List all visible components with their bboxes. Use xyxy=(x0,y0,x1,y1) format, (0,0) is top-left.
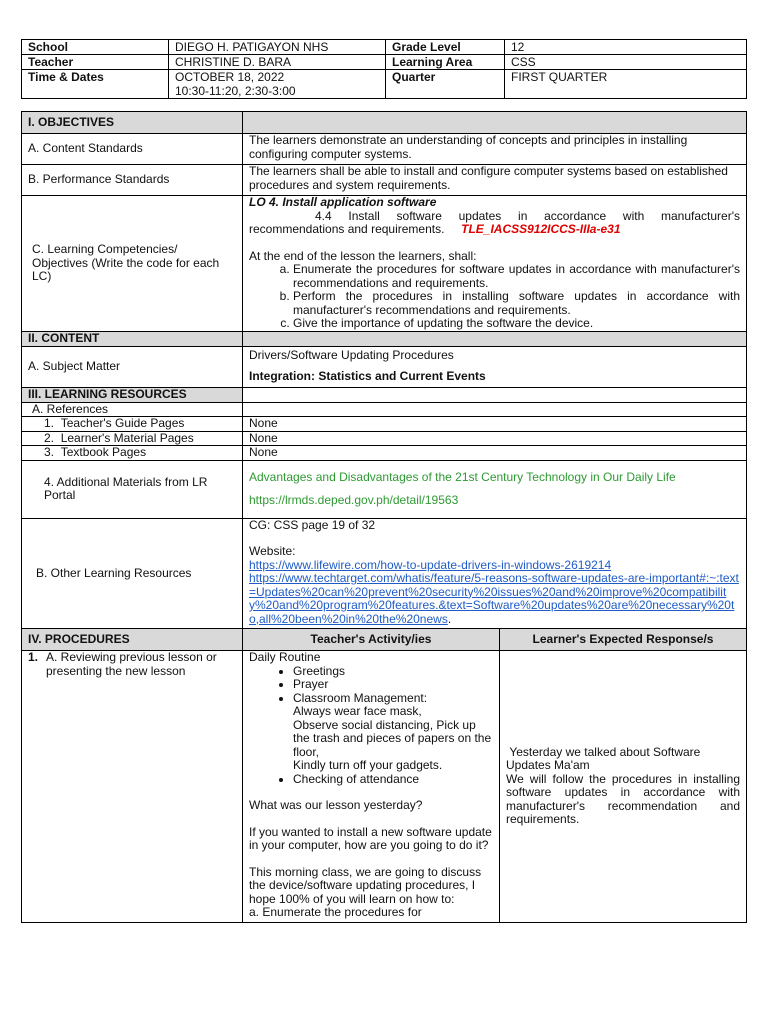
performance-standards-text: The learners shall be able to install and configure computer systems based on established procedures and system requirements. xyxy=(243,165,747,196)
list-item: • Greetings xyxy=(293,665,493,679)
lo-description: 4.4 Install software updates in accordance with manufacturer's recommendations and requirements. xyxy=(249,208,740,236)
question-2: If you wanted to install a new software update in your computer, how are you going to do it? xyxy=(249,824,492,852)
ref-value-3: None xyxy=(243,446,747,461)
teacher-value: CHRISTINE D. BARA xyxy=(169,55,386,70)
question-3: This morning class, we are going to discuss the device/software updating procedures, I hope 100% of you will learn on how to: xyxy=(249,864,482,906)
link-lifewire[interactable]: https://www.lifewire.com/how-to-update-drivers-in-windows-2619214 xyxy=(249,557,612,572)
school-label: School xyxy=(22,40,169,55)
learning-competencies-cell xyxy=(243,196,747,332)
lo-title: LO 4. Install application software xyxy=(249,195,437,209)
additional-materials-cell xyxy=(243,460,747,518)
quarter-value: FIRST QUARTER xyxy=(505,70,747,99)
learning-competencies-label: C. Learning Competencies/ Objectives (Write the code for each LC) xyxy=(22,196,243,332)
list-item: • Checking of attendance xyxy=(293,773,493,787)
subject-matter-cell xyxy=(243,346,747,387)
procedures-heading: IV. PROCEDURES xyxy=(22,629,243,651)
teacher-activity-cell xyxy=(243,651,500,923)
routine-list xyxy=(249,665,493,787)
other-resources-cell: CG: CSS page 19 of 32 Website: https://www.lifewire.com/how-to-update-drivers-in-windows-2619214 https://www.techtarget.com/whatis/feature/5-reasons-software-updates-are-important#:~:text=Updates%20can%20prevent%20security%20issues%20and%20improve%20compatibility%20and%20program%20features.&text=Software%20updates%20are%20necessary%20to,all%20been%20in%20the%20news. xyxy=(243,518,747,629)
grade-label: Grade Level xyxy=(386,40,505,55)
question-3a: a. Enumerate the procedures for xyxy=(249,905,422,919)
content-heading: II. CONTENT xyxy=(22,331,243,346)
quarter-label: Quarter xyxy=(386,70,505,99)
list-item: c. Give the importance of updating the software the device. xyxy=(293,317,740,331)
step-label: A. Reviewing previous lesson or presenting the new lesson xyxy=(46,650,217,678)
ref-label-2: 2. Learner's Material Pages xyxy=(22,431,243,446)
additional-title: Advantages and Disadvantages of the 21st Century Technology in Our Daily Life xyxy=(249,470,676,484)
date-text: OCTOBER 18, 2022 xyxy=(175,70,285,84)
list-item: • Prayer xyxy=(293,678,493,692)
ref-label-1: 1. Teacher's Guide Pages xyxy=(22,417,243,432)
response-1: Yesterday we talked about Software Updates Ma'am xyxy=(506,744,704,773)
content-standards-label: A. Content Standards xyxy=(22,134,243,165)
other-resources-label: B. Other Learning Resources xyxy=(22,518,243,629)
time-text: 10:30-11:20, 2:30-3:00 xyxy=(175,84,296,98)
list-item: • Classroom Management: Always wear face mask, Observe social distancing, Pick up the trash and pieces of papers on the floor, Kindly turn off your gadgets. xyxy=(293,692,493,773)
daily-routine: Daily Routine xyxy=(249,650,321,664)
additional-url[interactable]: https://lrmds.deped.gov.ph/detail/19563 xyxy=(249,492,459,507)
resources-heading: III. LEARNING RESOURCES xyxy=(22,387,243,402)
integration-text: Integration: Statistics and Current Events xyxy=(249,369,486,383)
website-label: Website: xyxy=(249,544,296,558)
response-2: We will follow the procedures in installing software updates in accordance with manufacturer's recommendation and requirements. xyxy=(506,771,740,827)
objectives-heading: I. OBJECTIVES xyxy=(22,112,243,134)
list-item: a. Enumerate the procedures for software updates in accordance with manufacturer's recommendations and requirements. xyxy=(293,263,740,290)
learner-col-heading: Learner's Expected Response/s xyxy=(500,629,747,651)
step-label-cell xyxy=(22,651,243,923)
learner-response-cell xyxy=(500,651,747,923)
step-number: 1. xyxy=(28,650,39,664)
teacher-label: Teacher xyxy=(22,55,169,70)
header-table xyxy=(21,39,747,99)
grade-value: 12 xyxy=(505,40,747,55)
cg-text: CG: CSS page 19 of 32 xyxy=(249,517,376,532)
list-item: b. Perform the procedures in installing software updates in accordance with manufacturer's recommendations and requirements. xyxy=(293,290,740,317)
ref-value-2: None xyxy=(243,431,747,446)
area-label: Learning Area xyxy=(386,55,505,70)
time-label: Time & Dates xyxy=(22,70,169,99)
subject-matter-text: Drivers/Software Updating Procedures xyxy=(249,347,454,362)
teacher-col-heading: Teacher's Activity/ies xyxy=(243,629,500,651)
additional-materials-label: 4. Additional Materials from LR Portal xyxy=(22,460,243,518)
area-value: CSS xyxy=(505,55,747,70)
lo-code: TLE_IACSS912ICCS-IIIa-e31 xyxy=(461,222,621,236)
ref-label-3: 3. Textbook Pages xyxy=(22,446,243,461)
lc-intro: At the end of the lesson the learners, shall: xyxy=(249,248,477,263)
performance-standards-label: B. Performance Standards xyxy=(22,165,243,196)
ref-value-1: None xyxy=(243,417,747,432)
references-label: A. References xyxy=(22,402,243,417)
link-techtarget[interactable]: https://www.techtarget.com/whatis/feature/5-reasons-software-updates-are-important#:~:text=Updates%20can%20prevent%20security%20issues%20and%20improve%20compatibility%20and%20program%20features.&text=Software%20updates%20are%20necessary%20to,all%20been%20in%20the%20news xyxy=(249,571,739,626)
question-1: What was our lesson yesterday? xyxy=(249,798,423,812)
main-table xyxy=(21,111,747,923)
school-value: DIEGO H. PATIGAYON NHS xyxy=(169,40,386,55)
lo-text xyxy=(249,210,740,237)
content-standards-text: The learners demonstrate an understanding of concepts and principles in installing configuring computer systems. xyxy=(243,134,747,165)
time-value xyxy=(169,70,386,99)
subject-matter-label: A. Subject Matter xyxy=(22,346,243,387)
lc-list xyxy=(249,263,740,331)
